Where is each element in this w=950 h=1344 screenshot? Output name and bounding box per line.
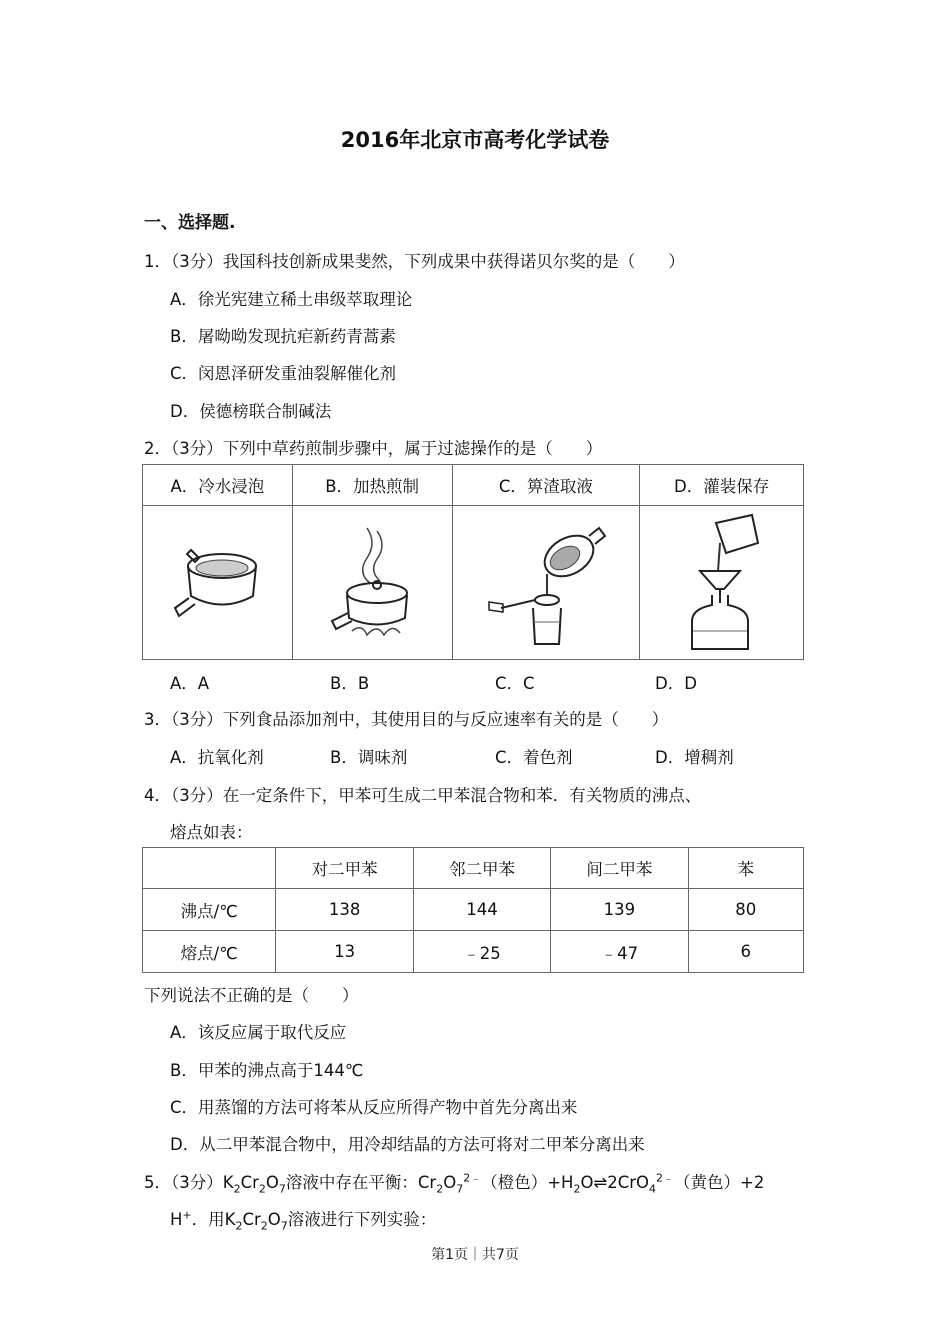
q2-image-cell-c [452, 506, 640, 660]
q2-header-a: A．冷水浸泡 [143, 465, 293, 506]
q3-option-b: B．调味剂 [330, 748, 408, 767]
question-2-stem: 2．（3分）下列中草药煎制步骤中，属于过滤操作的是（ ） [144, 439, 603, 458]
q3-option-a: A．抗氧化剂 [170, 748, 264, 767]
q3-option-c: C．着色剂 [495, 748, 573, 767]
q2-option-d: D．D [655, 674, 697, 693]
question-5-stem-line1: 5．（3分）$K_2Cr_2O_7$溶液中存在平衡：$Cr_2O_7^{2﹣}$（橙色）$+H_2O\rightleftharpoons 2CrO_4^{2﹣}$（黄色）+2 [144, 1171, 765, 1196]
q2-image-cell-d [640, 506, 804, 660]
question-1-stem: 1．（3分）我国科技创新成果斐然，下列成果中获得诺贝尔奖的是（ ） [144, 252, 685, 271]
table-header: 苯 [688, 848, 803, 889]
table-cell: 80 [688, 889, 803, 931]
table-row [143, 931, 804, 973]
q4-prompt: 下列说法不正确的是（ ） [144, 986, 359, 1005]
table-cell: 熔点/℃ [143, 931, 276, 973]
q2-header-c: C．箅渣取液 [452, 465, 640, 506]
q2-option-b: B．B [330, 674, 370, 693]
q3-option-d: D．增稠剂 [655, 748, 734, 767]
q2-option-a: A．A [170, 674, 210, 693]
table-cell: ﹣25 [413, 931, 550, 973]
table-header: 间二甲苯 [551, 848, 688, 889]
q1-option-d: D．侯德榜联合制碱法 [170, 402, 332, 421]
soaking-pot-illustration [167, 538, 267, 628]
q1-option-a: A．徐光宪建立稀土串级萃取理论 [170, 290, 413, 309]
table-cell: 144 [413, 889, 550, 931]
question-3-stem: 3．（3分）下列食品添加剂中，其使用目的与反应速率有关的是（ ） [144, 710, 669, 729]
q4-option-b: B．甲苯的沸点高于144℃ [170, 1061, 364, 1080]
table-row [143, 889, 804, 931]
q2-header-b: B．加热煎制 [292, 465, 452, 506]
q2-header-d: D．灌装保存 [640, 465, 804, 506]
table-cell: 13 [276, 931, 413, 973]
table-cell: 沸点/℃ [143, 889, 276, 931]
q4-option-c: C．用蒸馏的方法可将苯从反应所得产物中首先分离出来 [170, 1098, 578, 1117]
q2-image-cell-a [143, 506, 293, 660]
table-cell: ﹣47 [551, 931, 688, 973]
q2-option-c: C．C [495, 674, 535, 693]
question-5-stem-line2: H+．用$K_2Cr_2O_7$溶液进行下列实验： [170, 1208, 437, 1233]
table-cell: 6 [688, 931, 803, 973]
filtering-illustration [481, 518, 611, 648]
heating-pot-illustration [322, 523, 422, 643]
q2-image-cell-b [292, 506, 452, 660]
q4-option-d: D．从二甲苯混合物中，用冷却结晶的方法可将对二甲苯分离出来 [170, 1135, 645, 1154]
table-cell: 138 [276, 889, 413, 931]
section-heading: 一、选择题. [144, 213, 236, 233]
page-title: 2016年北京市高考化学试卷 [340, 128, 610, 152]
table-corner-cell [143, 848, 276, 889]
q4-option-a: A．该反应属于取代反应 [170, 1023, 347, 1042]
table-header: 对二甲苯 [276, 848, 413, 889]
q1-option-b: B．屠呦呦发现抗疟新药青蒿素 [170, 327, 396, 346]
q2-figure-table [142, 464, 804, 660]
question-4-stem-line2: 熔点如表： [170, 823, 253, 842]
table-cell: 139 [551, 889, 688, 931]
page-footer: 第1页｜共7页 [431, 1247, 519, 1263]
q4-data-table [142, 847, 804, 973]
bottling-illustration [672, 513, 772, 653]
question-4-stem-line1: 4．（3分）在一定条件下，甲苯可生成二甲苯混合物和苯．有关物质的沸点、 [144, 786, 702, 805]
table-header: 邻二甲苯 [413, 848, 550, 889]
q1-option-c: C．闵恩泽研发重油裂解催化剂 [170, 364, 397, 383]
